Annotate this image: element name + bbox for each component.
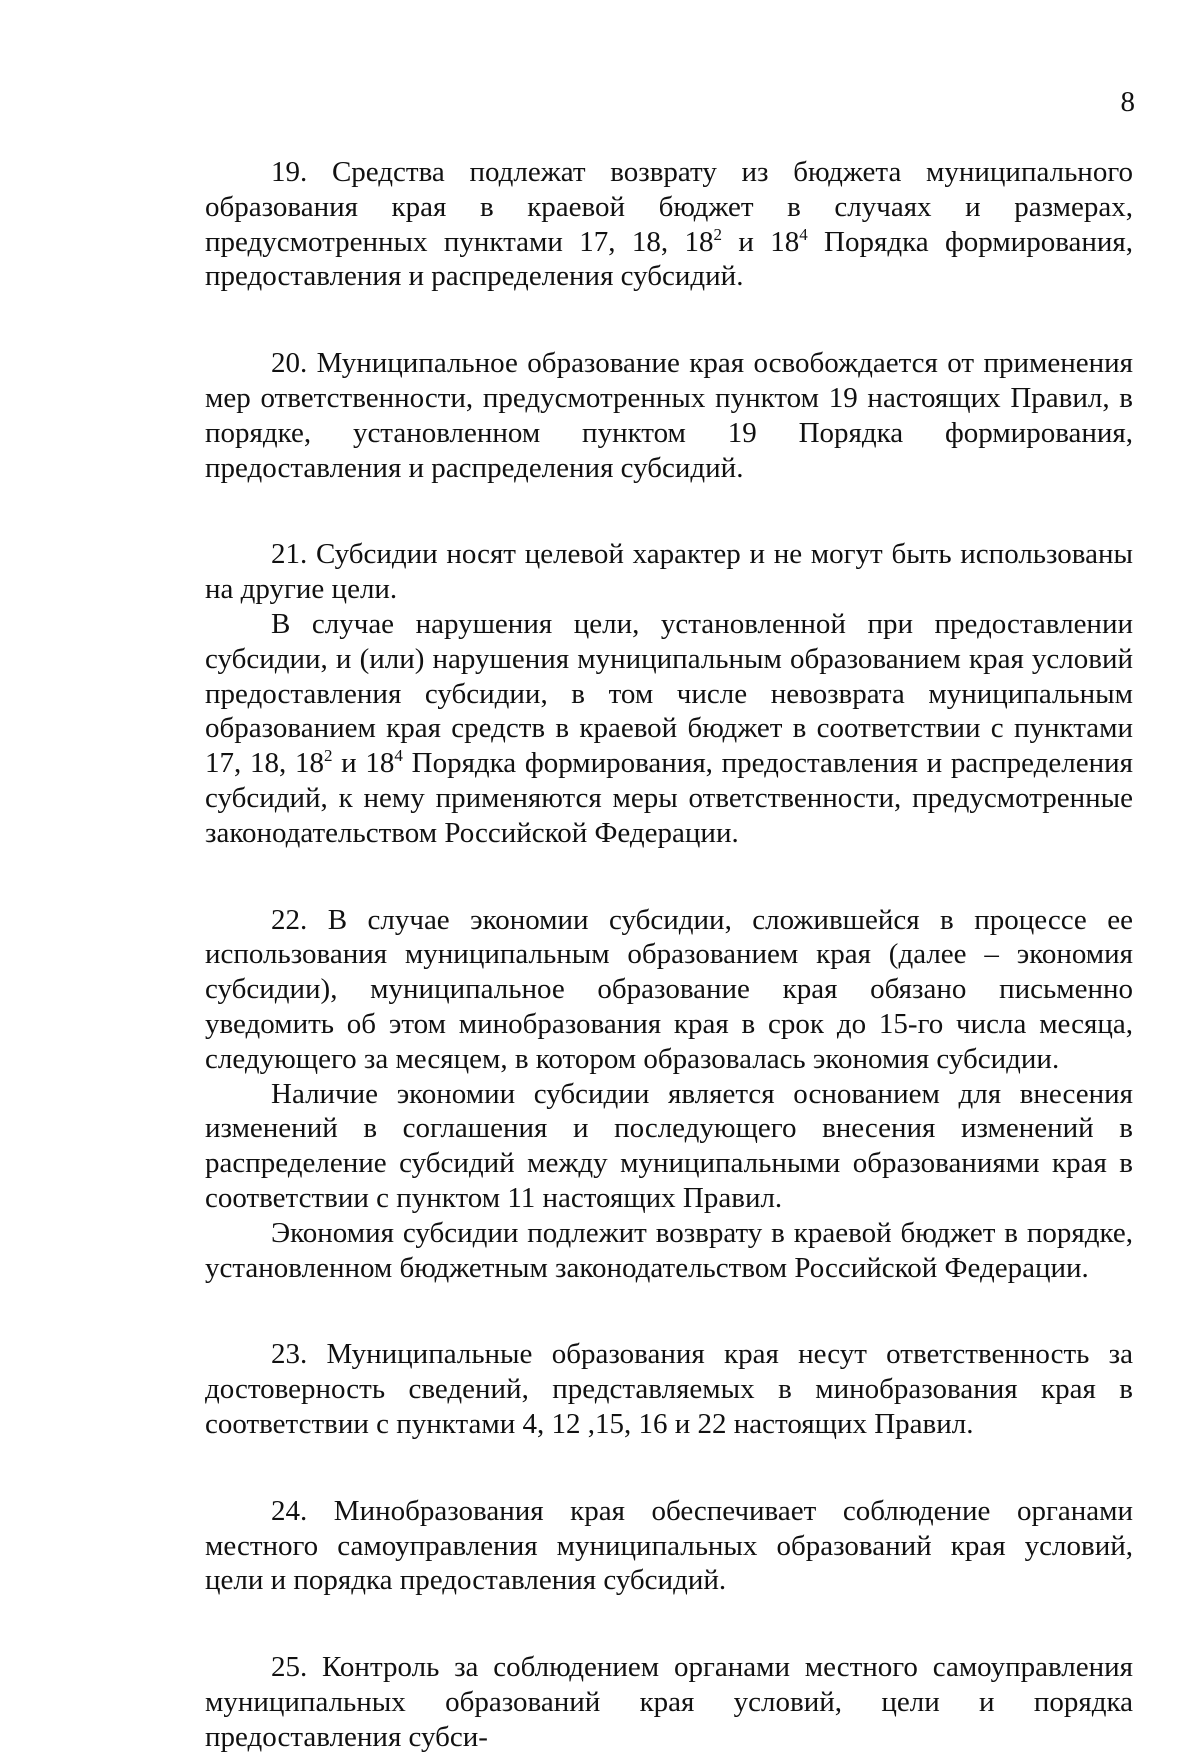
paragraph-21	[205, 537, 1133, 607]
paragraph-24	[205, 1494, 1133, 1598]
paragraph-text: Наличие экономии субсидии является основанием для внесения изменений в соглашения и последующего внесения изменений в распределение субсидий между муниципальными образованиями края в соответствии с пунктом 11 настоящих Правил.	[205, 1077, 1133, 1214]
paragraph-20	[205, 346, 1133, 485]
paragraph-21-continued	[205, 607, 1133, 851]
paragraph-text: 25. Контроль за соблюдением органами местного самоуправления муниципальных образований края условий, цели и порядка предоставления субси-	[205, 1651, 1133, 1753]
superscript: 2	[713, 224, 722, 244]
paragraph-text: 24. Минобразования края обеспечивает соблюдение органами местного самоуправления муниципальных образований края условий, цели и порядка предоставления субсидий.	[205, 1494, 1133, 1597]
paragraph-text: и 18	[332, 747, 395, 780]
document-body	[205, 155, 1133, 1754]
superscript: 2	[323, 746, 333, 766]
paragraph-19	[205, 155, 1133, 294]
paragraph-22-continued	[205, 1077, 1133, 1216]
paragraph-text: В случае нарушения цели, установленной при предоставлении субсидии, и (или) нарушения муниципальным образованием края условий предоставления субсидии, в том числе невозврата муниципальным образованием края средств в краевой бюджет в соответствии с пунктами 17, 18, 18	[205, 607, 1133, 780]
paragraph-text: Порядка формирования, предоставления и распределения субсидий.	[205, 225, 1134, 293]
paragraph-text: Порядка формирования, предоставления и распределения субсидий, к нему применяются меры ответственности, предусмотренные законодательством Российской Федерации.	[205, 747, 1133, 849]
paragraph-text: 22. В случае экономии субсидии, сложившейся в процессе ее использования муниципальным образованием края (далее – экономия субсидии), муниципальное образование края обязано письменно уведомить об этом минобразования края в срок до 15-го числа месяца, следующего за месяцем, в котором образовалась экономия субсидии.	[205, 903, 1133, 1075]
superscript: 4	[799, 224, 808, 244]
page-number: 8	[1120, 86, 1135, 118]
paragraph-text: Экономия субсидии подлежит возврату в краевой бюджет в порядке, установленном бюджетным законодательством Российской Федерации.	[205, 1216, 1133, 1284]
paragraph-22-conclusion	[205, 1216, 1133, 1286]
paragraph-22	[205, 903, 1133, 1077]
paragraph-text: 21. Субсидии носят целевой характер и не могут быть использованы на другие цели.	[205, 538, 1133, 606]
paragraph-text: и 18	[721, 225, 800, 258]
paragraph-text: 19. Средства подлежат возврату из бюджета муниципального образования края в краевой бюджет в случаях и размерах, предусмотренных пунктами 17, 18, 18	[205, 156, 1133, 258]
paragraph-25	[205, 1650, 1133, 1754]
paragraph-text: 23. Муниципальные образования края несут ответственность за достоверность сведений, представляемых в минобразования края в соответствии с пунктами 4, 12 ,15, 16 и 22 настоящих Правил.	[205, 1338, 1133, 1440]
paragraph-text: 20. Муниципальное образование края освобождается от применения мер ответственности, предусмотренных пунктом 19 настоящих Правил, в порядке, установленном пунктом 19 Порядка формирования, предоставления и распределения субсидий.	[205, 347, 1133, 484]
superscript: 4	[394, 746, 403, 766]
paragraph-23	[205, 1337, 1133, 1441]
